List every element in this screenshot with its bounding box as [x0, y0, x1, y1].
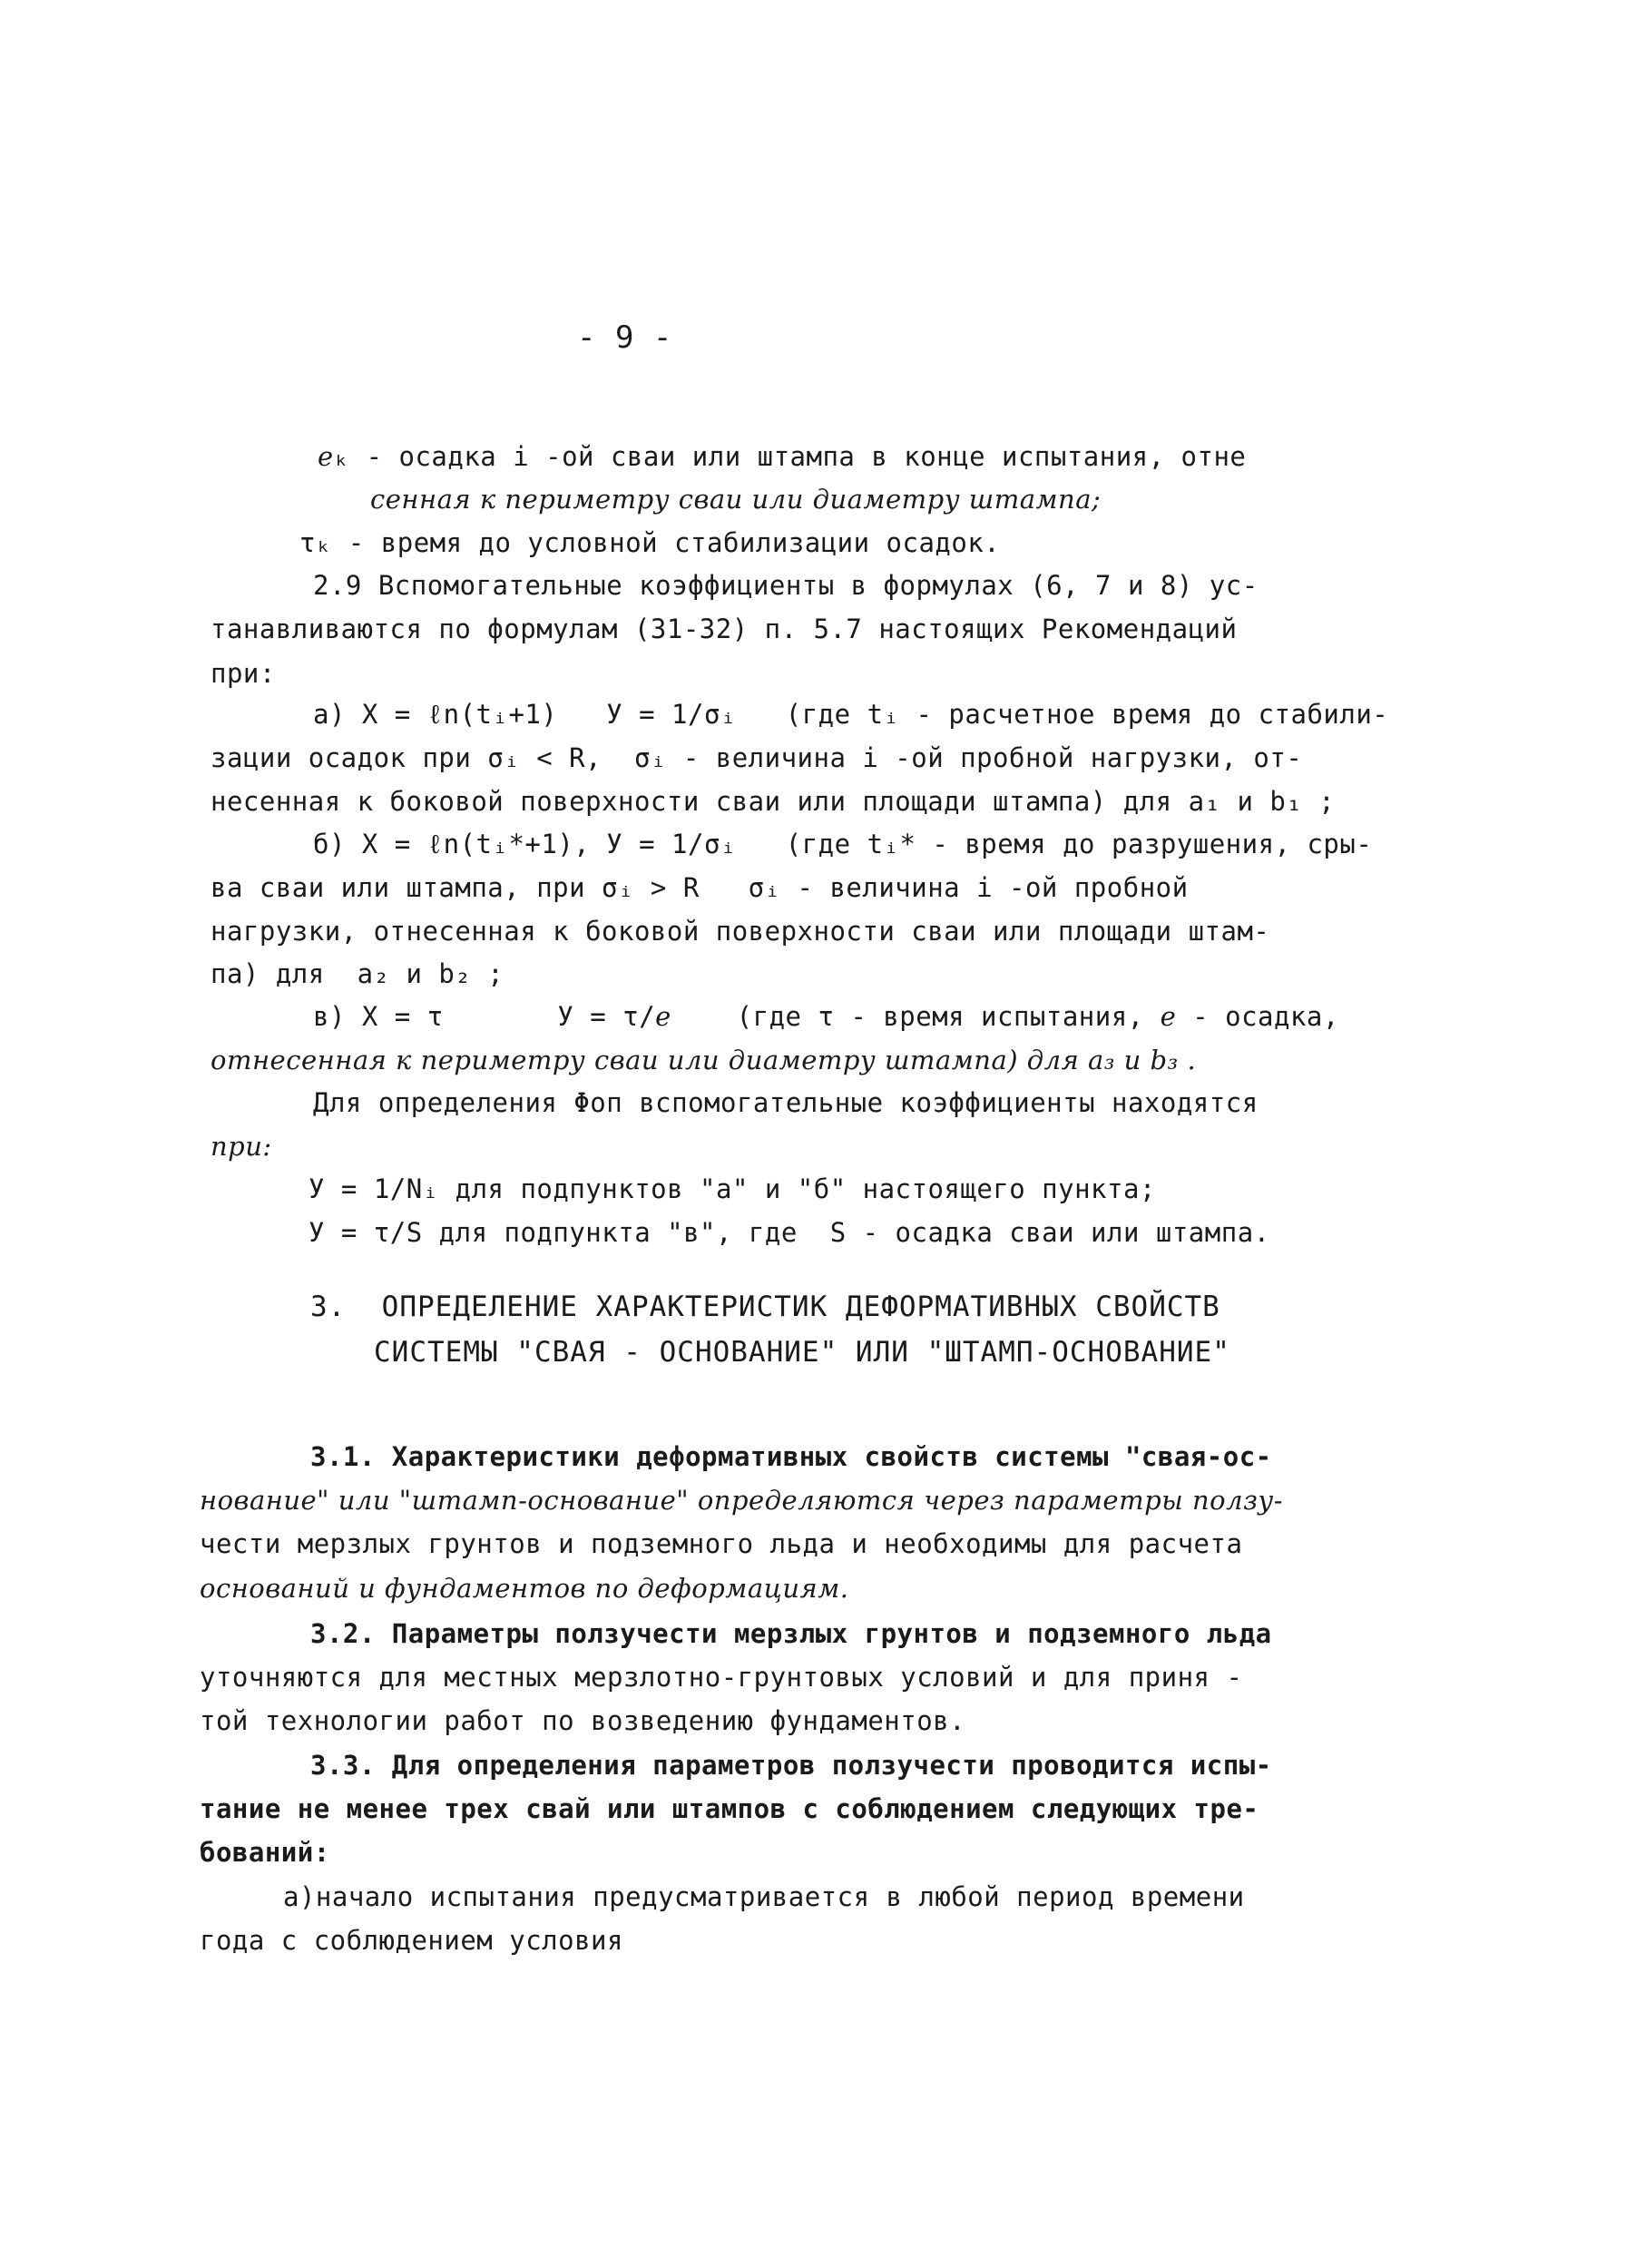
text-line: нагрузки, отнесенная к боковой поверхности сваи или площади штам- [211, 916, 1270, 947]
page-number: - 9 - [577, 319, 672, 356]
section-heading: СИСТЕМЫ "СВАЯ - ОСНОВАНИЕ" ИЛИ "ШТАМП-ОСНОВАНИЕ" [374, 1336, 1230, 1369]
text-line: ℯₖ - осадка i -ой сваи или штампа в конце испытания, отне [318, 441, 1247, 472]
text-line: б) X = ℓn(tᵢ*+1), У = 1/σᵢ (где tᵢ* - время до разрушения, сры- [313, 829, 1373, 859]
text-line: зации осадок при σᵢ < R, σᵢ - величина i -ой пробной нагрузки, от- [211, 742, 1303, 773]
text-line: года с соблюдением условия [200, 1925, 623, 1956]
text-line: в) X = τ У = τ/ℯ (где τ - время испытания, ℯ - осадка, [313, 1001, 1339, 1032]
text-line: той технологии работ по возведению фундаментов. [200, 1705, 966, 1736]
text-line: а)начало испытания предусматривается в любой период времени [283, 1881, 1245, 1912]
text-line: нование" или "штамп-основание" определяются через параметры ползу- [200, 1485, 1284, 1516]
text-line: оснований и фундаментов по деформациям. [200, 1573, 849, 1604]
text-line: а) X = ℓn(tᵢ+1) У = 1/σᵢ (где tᵢ - расчетное время до стабили- [313, 699, 1389, 730]
text-line: уточняются для местных мерзлотно-грунтовых условий и для приня - [200, 1662, 1243, 1693]
section-heading: 3. ОПРЕДЕЛЕНИЕ ХАРАКТЕРИСТИК ДЕФОРМАТИВНЫХ СВОЙСТВ [310, 1291, 1220, 1323]
text-line: отнесенная к периметру сваи или диаметру штампа) для a₃ и b₃ . [211, 1045, 1197, 1075]
text-line: ва сваи или штампа, при σᵢ > R σᵢ - величина i -ой пробной [211, 872, 1189, 903]
text-line: тание не менее трех свай или штампов с соблюдением следующих тре- [200, 1793, 1259, 1824]
text-line: несенная к боковой поверхности сваи или площади штампа) для a₁ и b₁ ; [211, 786, 1336, 817]
text-line: 2.9 Вспомогательные коэффициенты в формулах (6, 7 и 8) ус- [313, 570, 1259, 601]
text-line: бований: [200, 1837, 330, 1868]
text-line: τₖ - время до условной стабилизации осадок. [299, 527, 1001, 558]
text-line: У = 1/Nᵢ для подпунктов "а" и "б" настоящего пункта; [309, 1173, 1156, 1204]
text-line: 3.1. Характеристики деформативных свойств системы "свая-ос- [310, 1441, 1272, 1472]
text-line: па) для a₂ и b₂ ; [211, 958, 504, 989]
text-line: 3.3. Для определения параметров ползучести проводится испы- [310, 1750, 1272, 1781]
text-line: при: [211, 658, 276, 689]
text-line: Для определения Φоп вспомогательные коэффициенты находятся [313, 1087, 1259, 1118]
text-line: У = τ/S для подпункта "в", где S - осадка сваи или штампа. [309, 1217, 1270, 1248]
text-line: чести мерзлых грунтов и подземного льда и необходимы для расчета [200, 1528, 1243, 1559]
text-line: танавливаются по формулам (31-32) п. 5.7 настоящих Рекомендаций [211, 614, 1238, 644]
text-line: при: [211, 1131, 272, 1162]
text-line: 3.2. Параметры ползучести мерзлых грунтов и подземного льда [310, 1618, 1272, 1649]
text-line: сенная к периметру сваи или диаметру штампа; [370, 484, 1102, 515]
